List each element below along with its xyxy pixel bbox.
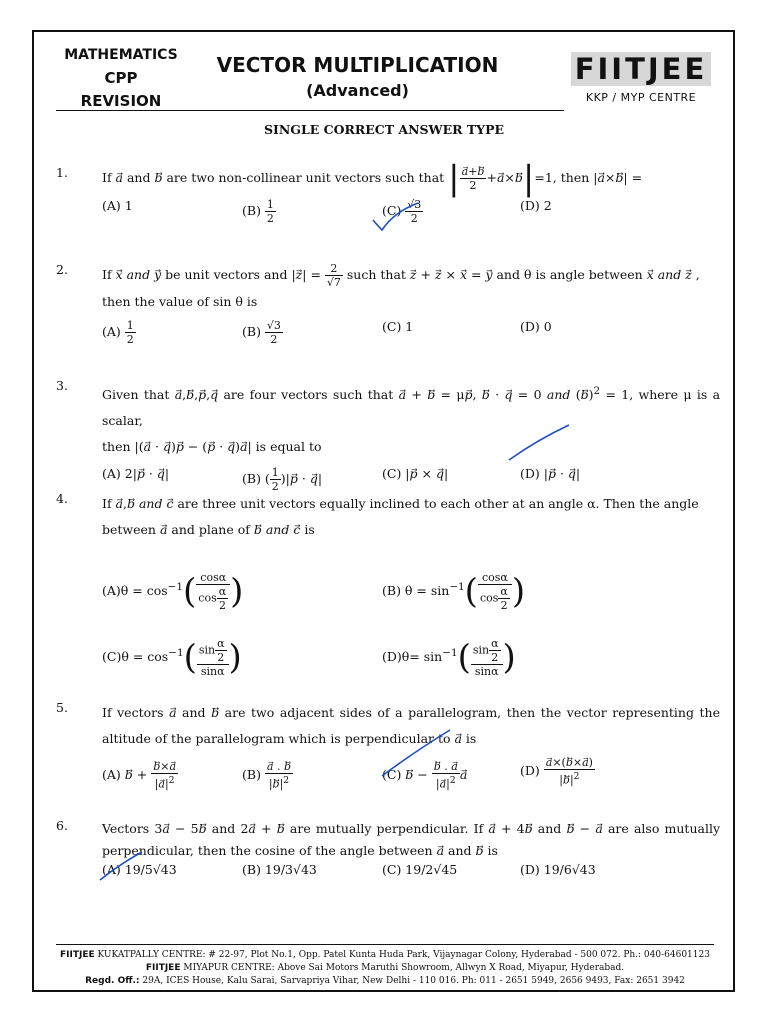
- option-b[interactable]: (B) $\frac{a⃗ . b}{|b⃗|^2}$: [242, 760, 292, 791]
- question-number: 6.: [56, 818, 68, 833]
- option-b[interactable]: (B) 19/3√43: [242, 862, 317, 877]
- options-row: [102, 319, 720, 349]
- fiitjee-logo: FIITJEE: [571, 52, 711, 86]
- question-number: 3.: [56, 378, 68, 393]
- question-text: If x⃗ and y⃗ be unit vectors and |z⃗| = $\frac{2}{√7}$ such that z⃗ + z⃗ × x⃗ = y⃗ and θ is angle between x⃗ and z⃗ , then the value of sin θ is: [102, 262, 700, 309]
- option-c[interactable]: $(C)\theta = \cos^{-1}$( sin $\frac{\alpha}{2}$ sinα ): [102, 637, 242, 678]
- question-3: [56, 378, 720, 496]
- option-a[interactable]: (A) 19/5√43: [102, 862, 177, 877]
- answer-tick-q1: [370, 200, 422, 234]
- option-b[interactable]: (B) $\theta = \sin^{-1}$( cosα cos $\frac{\alpha}{2}$ ): [382, 571, 526, 612]
- question-number: 5.: [56, 700, 68, 715]
- page-title: VECTOR MULTIPLICATION: [216, 53, 499, 77]
- options-row: [102, 555, 720, 625]
- option-d[interactable]: (D) 19/6√43: [520, 862, 596, 877]
- question-number: 2.: [56, 262, 68, 277]
- footer-brand: FIITJEE: [145, 963, 181, 973]
- question-text: If a⃗ and b⃗ are two non-collinear unit vectors such that | $\frac{a⃗+b}{2}$ +a⃗×b|=1, then |a⃗×b⃗| =: [102, 158, 643, 199]
- question-text: Vectors 3a⃗ − 5b⃗ and 2a⃗ + b⃗ are mutually perpendicular. If a⃗ + 4b⃗ and b⃗ − a⃗ are also mutually perpendicular, then the cosine of the angle between a⃗ and b⃗ is: [102, 821, 721, 858]
- footer-line-1: FIITJEE KUKATPALLY CENTRE: # 22-97, Plot No.1, Opp. Patel Kunta Huda Park, Vijaynagar Colony, Hyderabad - 500 072. Ph.: 040-64601123: [60, 950, 710, 960]
- question-number: 4.: [56, 491, 68, 506]
- question-number: 1.: [56, 165, 68, 180]
- header-divider: [56, 110, 564, 111]
- option-b[interactable]: (B) ( $\frac{1}{2}$ )|p⃗ · q⃗|: [242, 466, 323, 494]
- regd-office-label: Regd. Off.:: [85, 976, 140, 986]
- option-d[interactable]: (D) $\frac{a⃗\times(b⃗\times a⃗)}{|b⃗|^2}$: [520, 756, 593, 787]
- footer-line-3: Regd. Off.: 29A, ICES House, Kalu Sarai, Sarvapriya Vihar, New Delhi - 110 016. Ph: 011 - 2651 5949, 2656 9493, Fax: 2651 3942: [85, 976, 685, 986]
- answer-tick-q6: [98, 848, 144, 884]
- option-d[interactable]: (D) 2: [520, 198, 552, 213]
- page-subtitle: (Advanced): [306, 81, 409, 100]
- option-b[interactable]: (B) $\frac{√3}{2}$: [242, 319, 281, 346]
- option-c[interactable]: (C) $\frac{√3}{2}$: [382, 198, 422, 225]
- question-text: If a⃗,b⃗ and c⃗ are three unit vectors equally inclined to each other at an angle α. Then the angle between a⃗ and plane of b⃗ and c⃗ is: [102, 496, 699, 537]
- header-left-block: [56, 44, 186, 113]
- section-heading: SINGLE CORRECT ANSWER TYPE: [264, 122, 504, 137]
- option-c[interactable]: (C) 19/2√45: [382, 862, 458, 877]
- footer-brand: FIITJEE: [60, 950, 95, 960]
- option-c[interactable]: (C) |p⃗ × q⃗|: [382, 466, 449, 482]
- revision-label: REVISION: [80, 92, 162, 110]
- question-text: If vectors a⃗ and b⃗ are two adjacent sides of a parallelogram, then the vector representing the altitude of the parallelogram which is perpendicular to a⃗ is: [102, 705, 720, 746]
- answer-tick-q3: [507, 422, 573, 466]
- cpp-label: CPP: [104, 69, 138, 87]
- options-row: [102, 625, 720, 695]
- subject-label: MATHEMATICS: [64, 47, 178, 63]
- answer-tick-q5: [380, 726, 454, 780]
- footer-line-2: FIITJEE MIYAPUR CENTRE: Above Sai Motors Maruthi Showroom, Allwyn X Road, Miyapur, Hyderabad.: [145, 963, 625, 973]
- option-d[interactable]: (D) |p⃗ · q⃗|: [520, 466, 581, 482]
- header-title-block: [195, 53, 520, 100]
- option-a[interactable]: (A) b⃗ + $\frac{b⃗\times a}{|a⃗|^2}$: [102, 760, 177, 791]
- question-6: [56, 818, 720, 892]
- option-a[interactable]: (A) 2|p⃗ · q⃗|: [102, 466, 170, 482]
- page-footer: [56, 944, 714, 988]
- options-row: [102, 862, 720, 892]
- option-d[interactable]: (D) 0: [520, 319, 552, 334]
- option-d[interactable]: $(D)\theta= \sin^{-1}$( sin $\frac{\alpha}{2}$ sinα ): [382, 637, 516, 678]
- option-a[interactable]: (A) $\frac{1}{2}$: [102, 319, 134, 346]
- option-b[interactable]: (B) $\frac{1}{2}$: [242, 198, 274, 225]
- option-c[interactable]: (C) 1: [382, 319, 414, 334]
- question-4: [56, 491, 720, 695]
- option-a[interactable]: (A) 1: [102, 198, 133, 213]
- question-2: [56, 262, 720, 349]
- option-a[interactable]: $(A)\theta = \cos^{-1}$( cosα cos $\frac{\alpha}{2}$ ): [102, 571, 244, 612]
- question-text: Given that a⃗,b⃗,p⃗,q⃗ are four vectors such that a⃗ + b⃗ = μp⃗, b⃗ · q⃗ = 0 and (b⃗)$^2$ = 1, where μ is a scalar, then |(a⃗ · q⃗)p⃗ − (p⃗ · q⃗)a⃗| is equal to: [102, 385, 721, 455]
- option-c[interactable]: (C) b⃗ − $\frac{b⃗ . a}{|a⃗|^2}$ a: [382, 760, 468, 791]
- centre-label: KKP / MYP CENTRE: [585, 91, 697, 104]
